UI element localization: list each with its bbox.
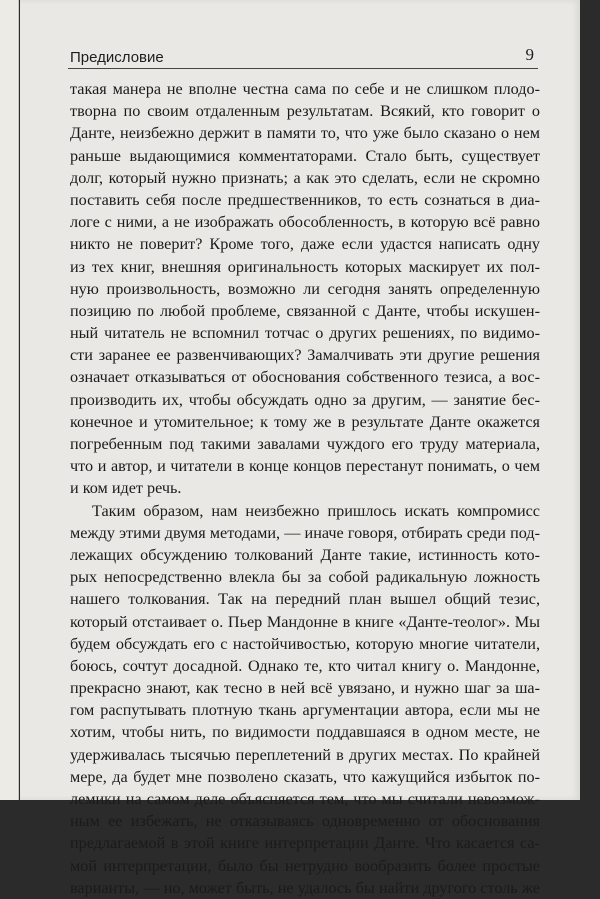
text-line: раньше выдающимися комментаторами. Стало быть, существует [70, 146, 540, 165]
text-line: производить их, чтобы обсуждать одно за другим, — занятие бес- [70, 390, 540, 409]
body-text [70, 78, 540, 899]
text-line: который отстаивает о. Пьер Мандонне в книге «Данте-теолог». Мы [70, 612, 540, 631]
text-line: рых непосредственно влекла бы за собой радикальную ложность [70, 568, 540, 587]
previous-page-edge [0, 0, 19, 800]
paragraph-end-line: и ком идет речь. [70, 479, 182, 498]
text-line: лежащих обсуждению толкований Данте такие, истинность кото- [70, 545, 540, 564]
text-line: творна по своим отдаленным результатам. Всякий, кто говорит о [70, 102, 540, 121]
text-line: такая манера не вполне честна сама по себе и не слишком плодо- [70, 80, 540, 98]
text-line: поставить себя после предшественников, то есть сознаться в диа- [70, 190, 540, 209]
text-line: нашего толкования. Так на передний план вышел общий тезис, [70, 590, 540, 609]
text-line: боюсь, сочтут досадной. Однако те, кто читал книгу о. Мандонне, [70, 656, 540, 675]
text-line: будем обсуждать его с настойчивостью, которую многие читатели, [70, 634, 540, 653]
text-line: долг, который нужно признать; а как это сделать, если не скромно [70, 168, 540, 187]
text-line: никто не поверит? Кроме того, даже если удастся написать одну [70, 235, 540, 254]
text-line: удерживалась тысячью переплетений в других местах. По крайней [70, 745, 540, 764]
text-line: прекрасно знают, как тесно в ней всё увязано, и нужно шаг за ша- [70, 679, 540, 698]
running-title: Предисловие [70, 49, 164, 66]
text-line: лемики на самом деле объясняется тем, что мы считали невозмож- [70, 790, 540, 808]
book-page [20, 0, 580, 897]
text-line: из тех книг, внешняя оригинальность которых маскирует их пол- [70, 257, 540, 276]
text-line: хотим, чтобы нить, по видимости поддавшаяся в одном месте, не [70, 723, 540, 742]
text-line: что и автор, и читатели в конце концов перестанут понимать, о чем [70, 457, 540, 476]
text-line: ным ее избежать, не отказываясь одновременно от обоснования [70, 812, 540, 831]
text-line: означает отказываться от обоснования собственного тезиса, а вос- [70, 368, 540, 387]
text-line: позицию по любой проблеме, связанной с Данте, чтобы искушен- [70, 301, 540, 320]
text-line: предлагаемой в этой книге интерпретации Данте. Что касается са- [70, 834, 540, 853]
text-line: Данте, неизбежно держит в памяти то, что уже было сказано о нем [70, 124, 540, 143]
text-line: мере, да будет мне позволено сказать, что кажущийся избыток по- [70, 767, 540, 786]
page-number: 9 [525, 45, 534, 64]
running-header [68, 44, 538, 69]
paragraph-first-line: Таким образом, нам неизбежно пришлось искать компромисс [92, 501, 540, 520]
text-line: логе с ними, а не изображать обособленность, в которую всё равно [70, 213, 540, 232]
text-line: гом распутывать плотную ткань аргументации автора, если мы не [70, 701, 540, 720]
text-line: сти заранее ее развенчивающих? Замалчивать эти другие решения [70, 346, 540, 365]
text-line: конечное и утомительное; к тому же в результате Данте окажется [70, 412, 540, 431]
text-line: между этими двумя методами, — иначе говоря, отбирать среди под- [70, 523, 540, 542]
text-line: мой интерпретации, было бы нетрудно вообразить более простые [70, 856, 540, 875]
text-line: ный читатель не вспомнил тотчас о других решениях, по видимо- [70, 324, 540, 343]
text-line: варианты, — но, может быть, не удалось бы найти другого столь же [70, 878, 540, 897]
text-line: погребенным под такими завалами чуждого его труду материала, [70, 435, 540, 453]
text-line: ную произвольность, возможно ли сегодня занять определенную [70, 279, 540, 298]
